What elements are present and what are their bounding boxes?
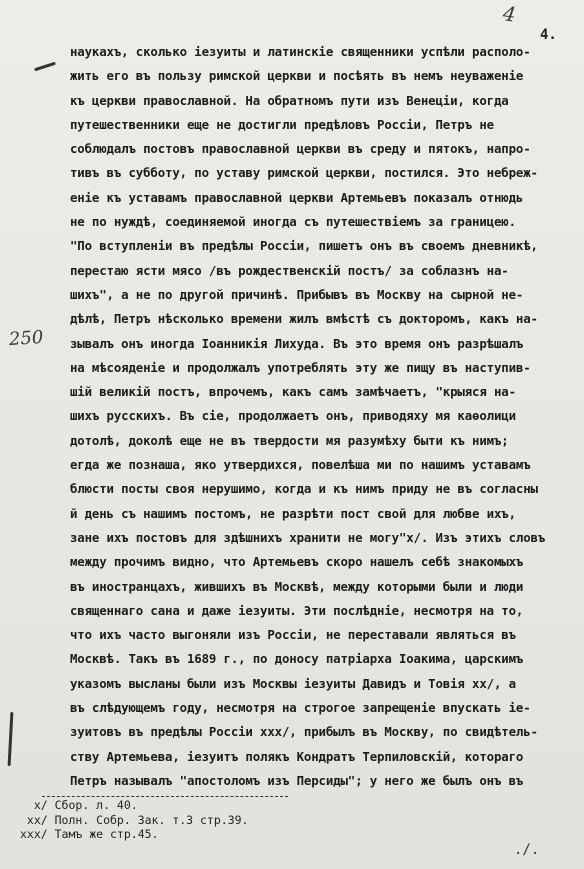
text-line: между прочимъ видно, что Артемьевъ скоро нашелъ себѣ знакомыхъ xyxy=(70,554,524,570)
text-line: указомъ высланы были изъ Москвы iезуиты Давидъ и Товiя хх/, а xyxy=(70,675,516,691)
pencil-mark-icon xyxy=(34,62,56,72)
margin-pencil-bar-icon xyxy=(8,712,14,766)
text-line: зуитовъ въ предѣлы Россiи ххх/, прибылъ въ Москву, по свидѣтель- xyxy=(70,724,538,740)
text-line: не по нуждѣ, соединяемой иногда съ путешествiемъ за границею. xyxy=(70,214,516,230)
page-end-mark: ./. xyxy=(514,842,540,858)
text-line: наукахъ, сколько iезуиты и латинскiе священники успѣли располо- xyxy=(70,44,531,59)
text-line: зывалъ онъ иногда Iоанникiя Лихуда. Въ это время онъ разрѣшалъ xyxy=(70,335,524,351)
body-text xyxy=(70,40,575,793)
text-line: енiе къ уставамъ православной церкви Артемьевъ показалъ отнюдь xyxy=(70,189,524,205)
text-line: на мѣсояденiе и продолжалъ употреблять эту же пищу въ наступив- xyxy=(70,359,531,375)
text-line: дотолѣ, доколѣ еще не въ твердости мя разумѣху быти къ нимъ; xyxy=(70,432,509,448)
text-line: въ слѣдующемъ году, несмотря на строгое запрещенiе впускать iе- xyxy=(70,700,531,716)
text-line: "По вступленiи въ предѣлы Россiи, пишетъ онъ въ своемъ дневникѣ, xyxy=(70,238,538,254)
margin-handwritten-number: 250 xyxy=(8,326,45,351)
text-line: шихъ русскихъ. Въ сiе, продолжаетъ онъ, приводяху мя каѳолици xyxy=(70,408,516,424)
footnote-divider xyxy=(42,796,288,797)
page-number: 4. xyxy=(540,27,557,43)
text-line: дѣлѣ, Петръ нѣсколько времени жилъ вмѣстѣ съ докторомъ, какъ на- xyxy=(70,311,538,327)
footnote: ххх/ Тамъ же стр.45. xyxy=(20,827,159,841)
text-line: соблюдалъ постовъ православной церкви въ среду и пятокъ, напро- xyxy=(70,141,531,157)
text-line: Петръ называлъ "апостоломъ изъ Персиды"; у него же былъ онъ въ xyxy=(70,772,524,788)
text-line: ству Артемьева, iезуитъ полякъ Кондратъ Терпиловскiй, котораго xyxy=(70,748,524,764)
footnote: хх/ Полн. Собр. Зак. т.3 стр.39. xyxy=(20,812,249,827)
text-line: шихъ", а не по другой причинѣ. Прибывъ въ Москву на сырной не- xyxy=(70,286,524,302)
text-line: въ иностранцахъ, жившихъ въ Москвѣ, между которыми были и люди xyxy=(70,578,524,594)
text-line: тивъ въ субботу, по уставу римской церкви, постился. Это небреж- xyxy=(70,165,538,181)
text-line: блюсти посты своя нерушимо, когда и къ нимъ приду не въ согласны xyxy=(70,481,538,497)
text-line: Москвѣ. Такъ въ 1689 г., по доносу патрiарха Iоакима, царскимъ xyxy=(70,651,524,667)
text-line: шiй великiй постъ, впрочемъ, какъ самъ замѣчаетъ, "крыяся на- xyxy=(70,384,516,400)
text-line: егда же познаша, яко утвердихся, повелѣша ми по нашимъ уставамъ xyxy=(70,457,531,473)
text-line: къ церкви православной. На обратномъ пути изъ Венецiи, когда xyxy=(70,92,509,108)
text-line: что ихъ часто выгоняли изъ Россiи, не переставали являться въ xyxy=(70,627,516,643)
text-line: перестаю ясти мясо /въ рождественскiй постъ/ за соблазнъ на- xyxy=(70,262,509,278)
handwritten-corner-note: 4 xyxy=(501,1,518,27)
footnote: х/ Сбор. л. 40. xyxy=(20,798,138,812)
text-line: жить его въ пользу римской церкви и посѣять въ немъ неуваженiе xyxy=(70,68,524,84)
text-line: путешественники еще не достигли предѣловъ Россiи, Петръ не xyxy=(70,116,494,132)
text-line: священнаго сана и даже iезуиты. Эти послѣднiе, несмотря на то, xyxy=(70,602,524,618)
text-line: й день съ нашимъ постомъ, не разрѣти пост свой для любве ихъ, xyxy=(70,505,516,521)
text-line: зане ихъ постовъ для здѣшнихъ хранити не могу"х/. Изъ этихъ словъ xyxy=(70,529,546,545)
footnotes xyxy=(20,798,340,842)
